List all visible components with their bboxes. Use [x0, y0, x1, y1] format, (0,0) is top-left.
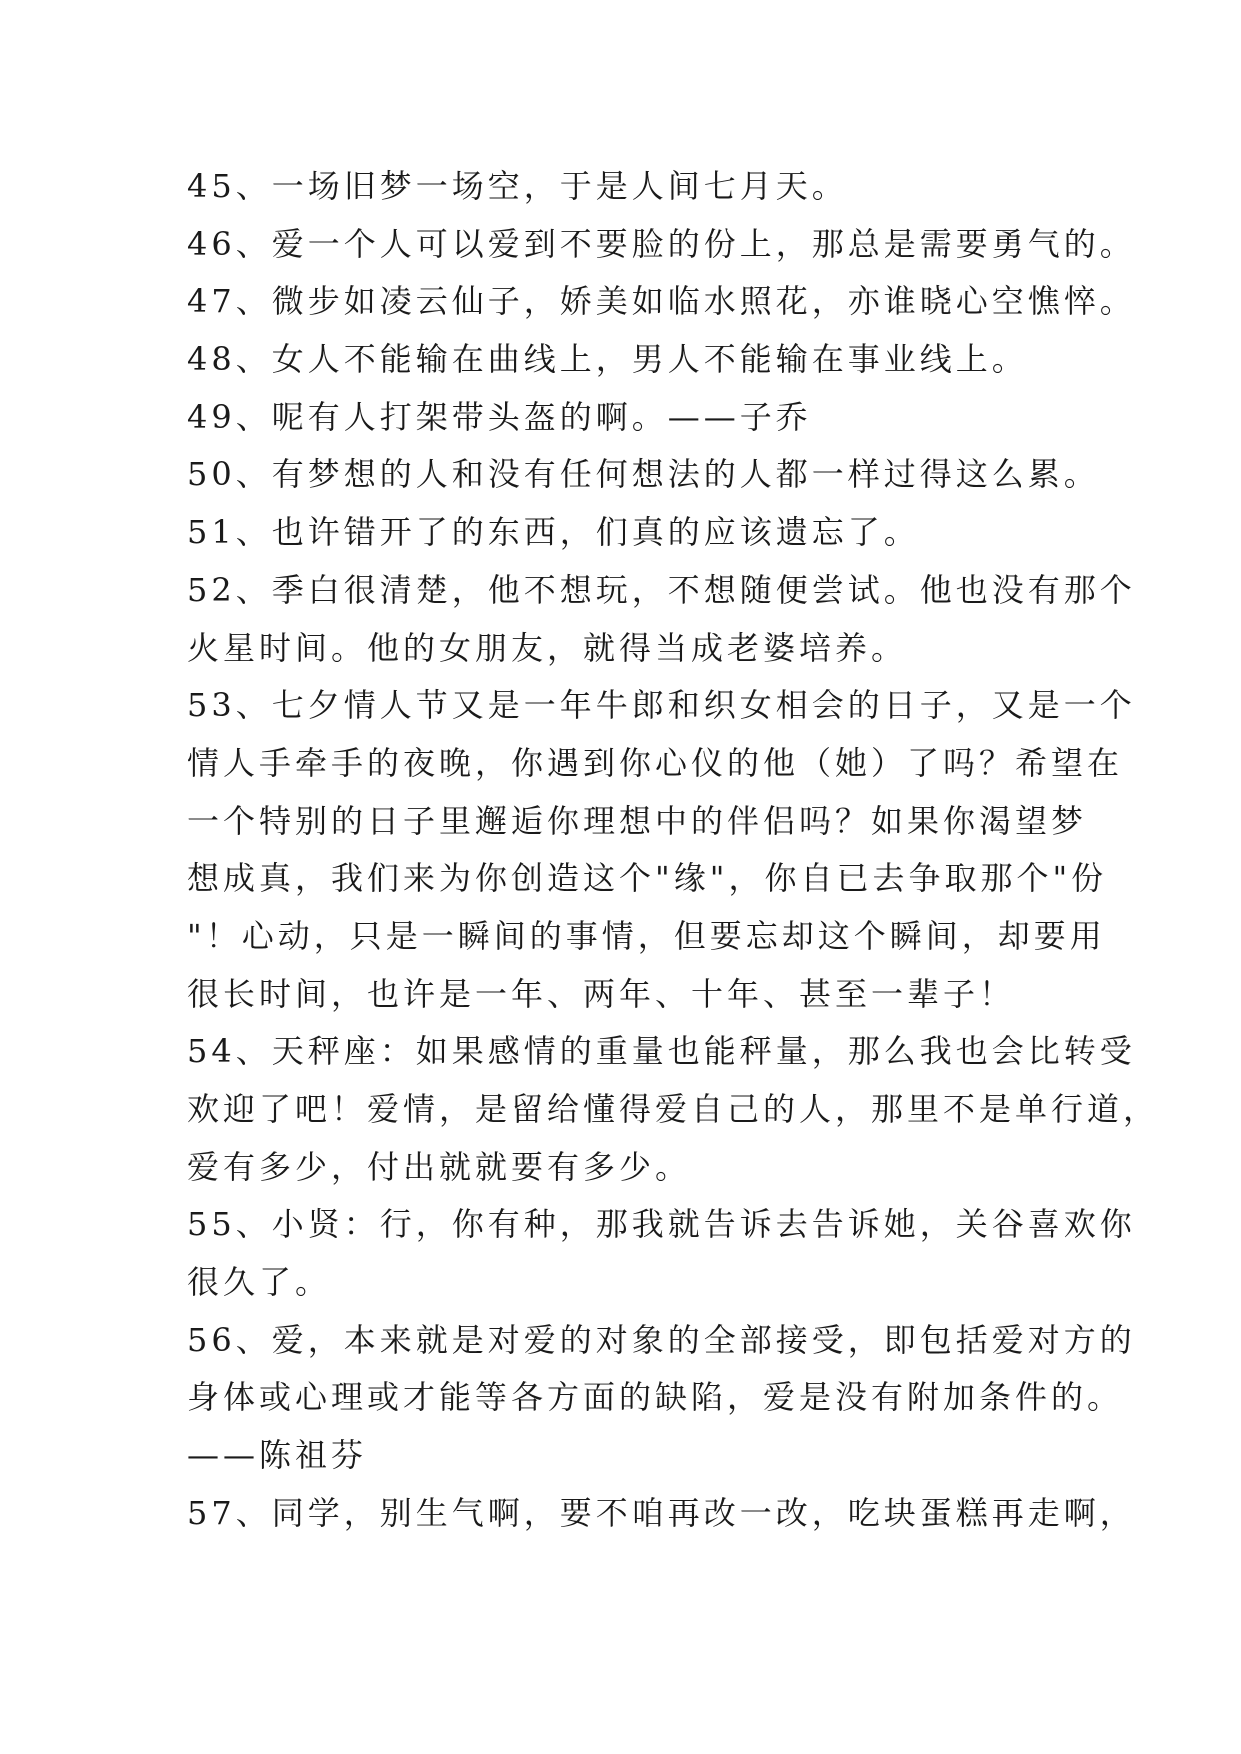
text-line: 身体或心理或才能等各方面的缺陷，爱是没有附加条件的。 [187, 1378, 1124, 1417]
text-line: ——陈祖芬 [187, 1436, 368, 1475]
text-line: "！心动，只是一瞬间的事情，但要忘却这个瞬间，却要用 [187, 916, 1106, 955]
text-line: 56、爱，本来就是对爱的对象的全部接受，即包括爱对方的 [187, 1320, 1136, 1359]
text-line: 想成真，我们来为你创造这个"缘"，你自已去争取那个"份 [187, 859, 1108, 898]
text-line: 55、小贤：行，你有种，那我就告诉去告诉她，关谷喜欢你 [187, 1205, 1136, 1244]
text-line: 53、七夕情人节又是一年牛郎和织女相会的日子，又是一个 [187, 686, 1136, 725]
text-line: 很长时间，也许是一年、两年、十年、甚至一辈子！ [187, 974, 1016, 1013]
text-line: 47、微步如凌云仙子，娇美如临水照花，亦谁晓心空憔悴。 [187, 282, 1136, 321]
text-line: 46、爱一个人可以爱到不要脸的份上，那总是需要勇气的。 [187, 224, 1136, 263]
text-line: 52、季白很清楚，他不想玩，不想随便尝试。他也没有那个 [187, 570, 1136, 609]
document-body [187, 158, 1160, 1543]
text-line: 爱有多少，付出就就要有多少。 [187, 1147, 692, 1186]
text-line: 57、同学，别生气啊，要不咱再改一改，吃块蛋糕再走啊， [187, 1493, 1136, 1532]
text-line: 48、女人不能输在曲线上，男人不能输在事业线上。 [187, 340, 1028, 379]
text-line: 49、呢有人打架带头盔的啊。——子乔 [187, 397, 812, 436]
text-line: 情人手牵手的夜晚，你遇到你心仪的他（她）了吗？希望在 [187, 743, 1124, 782]
text-line: 45、一场旧梦一场空，于是人间七月天。 [187, 167, 848, 205]
text-line: 一个特别的日子里邂逅你理想中的伴侣吗？如果你渴望梦 [187, 801, 1088, 840]
text-line: 火星时间。他的女朋友，就得当成老婆培养。 [187, 628, 908, 667]
text-line: 54、天秤座：如果感情的重量也能秤量，那么我也会比转受 [187, 1032, 1136, 1071]
text-line: 50、有梦想的人和没有任何想法的人都一样过得这么累。 [187, 455, 1100, 494]
text-line: 51、也许错开了的东西，们真的应该遗忘了。 [187, 513, 920, 552]
text-line: 欢迎了吧！爱情，是留给懂得爱自己的人，那里不是单行道， [187, 1090, 1160, 1128]
text-line: 很久了。 [187, 1263, 332, 1302]
